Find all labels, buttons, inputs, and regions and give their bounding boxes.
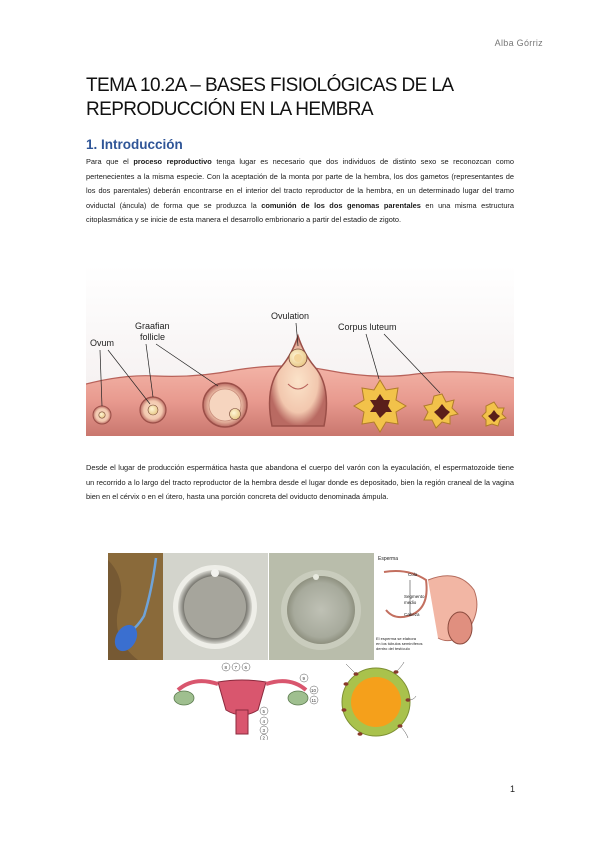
number-label: 11 [311, 698, 317, 703]
page-title [86, 74, 516, 122]
number-label: 2 [262, 735, 266, 740]
ovary-cycle-figure [86, 266, 514, 436]
note-line-3: dentro del testículo [376, 646, 410, 651]
note-line-1: El esperma se elabora [376, 636, 417, 641]
number-label: 6 [244, 665, 248, 670]
label-graafian: Graafian [135, 321, 170, 331]
second-paragraph: Desde el lugar de producción espermática hasta que abandona el cuerpo del varón con la eyaculación, el espermatozoide tiene un recorrido a lo largo del tracto reproductor de la hembra desde el lugar donde es depositado, bien la región craneal de la vagina bien en el cérvix o en el útero, hasta una porción concreta del oviducto denominada ámpula. [86, 463, 514, 502]
label-corpus-luteum: Corpus luteum [338, 322, 397, 332]
label-cola: Cola [408, 572, 418, 577]
label-ovulation: Ovulation [271, 311, 310, 321]
number-label: 10 [311, 688, 317, 693]
title-line-1: TEMA 10.2A – BASES FISIOLÓGICAS DE LA [86, 75, 454, 96]
label-esperma: Esperma [378, 556, 399, 562]
title-line-2: REPRODUCCIÓN EN LA HEMBRA [86, 99, 373, 120]
label-follicle: follicle [140, 332, 166, 342]
number-label: 3 [262, 728, 266, 733]
number-label: 8 [224, 665, 228, 670]
number-label: 5 [262, 709, 266, 714]
bold-run: proceso reproductivo [133, 157, 212, 166]
label-cabeza: Cabeza [404, 612, 420, 617]
number-label: 4 [262, 719, 266, 724]
reproduction-collage [108, 550, 488, 740]
text-run: en una misma estructura citoplasmática y se inicie de esta manera el desarrollo embrionario a partir del estadio de zigoto. [86, 200, 515, 225]
label-medio: medio [404, 600, 417, 605]
text-run: Para que el [86, 157, 134, 166]
note-line-2: en los túbulos seminíferos [376, 641, 423, 646]
section-heading: 1. Introducción [86, 137, 183, 152]
intro-paragraph [86, 155, 514, 228]
bold-run: comunión de los dos genomas parentales [261, 200, 421, 210]
author-header: Alba Górriz [494, 38, 543, 48]
label-segmento: Segmento [404, 594, 425, 599]
number-label: 7 [234, 665, 238, 670]
label-ovum: Ovum [90, 338, 115, 348]
number-label: 9 [302, 676, 306, 681]
text-run: tenga lugar es necesario que dos individuos de distinto sexo se reconozcan como pertenecientes a la misma especie. Con la aceptación de la monta por parte de la hembra, los dos gametos (representantes de los dos parentales) deberán encontrarse en el interior del tracto reproductor de la hembra, en un determinado lugar del tramo oviductal (áncula) de forma que se produzca la [86, 157, 514, 210]
page-number: 1 [509, 784, 515, 794]
